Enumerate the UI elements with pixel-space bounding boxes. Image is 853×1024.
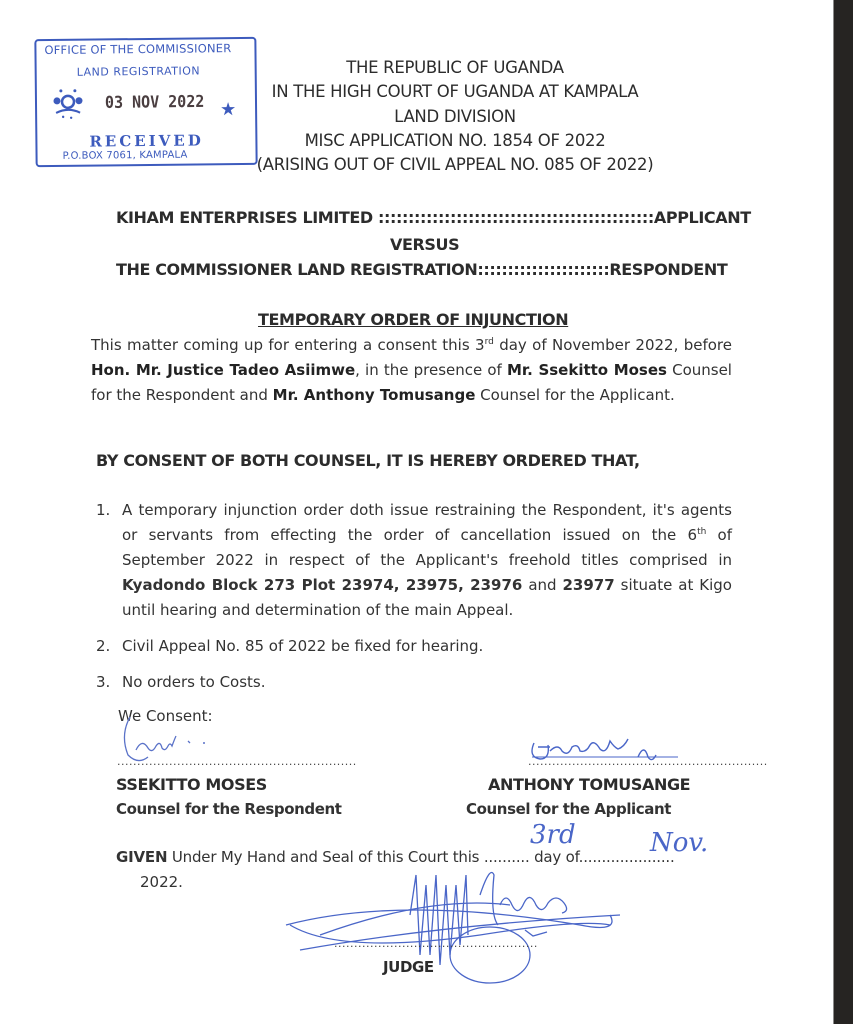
header-court: IN THE HIGH COURT OF UGANDA AT KAMPALA [271, 82, 639, 101]
respondent-counsel-name: Mr. Ssekitto Moses [506, 361, 667, 379]
intro-sup: rd [484, 337, 494, 347]
order-number: 2. [96, 637, 111, 655]
order-text: of September 2022 in respect of the Applicant's freehold titles comprised in [122, 526, 733, 569]
given-text: Under My Hand and Seal of this Court this .......... day of..................... [167, 848, 675, 866]
party-versus: VERSUS [390, 235, 460, 254]
intro-text: , in the presence of [355, 361, 507, 379]
order-text: and [522, 576, 563, 594]
applicant-counsel-role: Counsel for the Applicant [466, 800, 672, 818]
order-number: 3. [96, 673, 111, 691]
judge-signature-line: ................................................... [334, 937, 538, 950]
given-bold: GIVEN [116, 848, 168, 866]
given-year: 2022. [140, 873, 183, 891]
received-stamp [34, 37, 257, 167]
order-item [96, 498, 732, 623]
intro-text: This matter coming up for entering a consent this 3 [91, 336, 485, 354]
order-text: No orders to Costs. [122, 673, 266, 691]
respondent-counsel-signatory: SSEKITTO MOSES [116, 775, 267, 794]
order-item [96, 670, 732, 695]
consent-label: We Consent: [118, 707, 213, 725]
judge-name: Hon. Mr. Justice Tadeo Asiimwe [91, 361, 356, 379]
header-application-no: MISC APPLICATION NO. 1854 OF 2022 [304, 131, 606, 150]
orders-list [96, 498, 732, 706]
order-number: 1. [96, 501, 111, 519]
handwritten-day: 3rd [530, 820, 576, 850]
order-text: Civil Appeal No. 85 of 2022 be fixed for hearing. [122, 637, 484, 655]
stamp-office: OFFICE OF THE COMMISSIONER [44, 41, 232, 58]
handwritten-month: Nov. [650, 828, 709, 858]
party-applicant: KIHAM ENTERPRISES LIMITED ::::::::::::::::::::::::::::::::::::::::::::::APPLICANT [116, 208, 751, 227]
star-icon: ★ [219, 99, 237, 121]
order-text: A temporary injunction order doth issue restraining the Respondent, it's agents or servants from effecting the order of cancellation issued on the 6 [122, 501, 732, 544]
land-plots: Kyadondo Block 273 Plot 23974, 23975, 23976 [122, 576, 523, 594]
order-text: situate at Kigo until hearing and determination of the main Appeal. [122, 576, 732, 619]
intro-paragraph [91, 333, 732, 408]
order-sup: th [697, 527, 707, 537]
judge-signature [280, 855, 640, 985]
applicant-counsel-signatory: ANTHONY TOMUSANGE [488, 775, 691, 794]
stamp-date: 03 NOV 2022 [104, 91, 205, 113]
land-plot: 23977 [562, 576, 615, 594]
party-respondent: THE COMMISSIONER LAND REGISTRATION::::::::::::::::::::::RESPONDENT [116, 260, 728, 279]
intro-text: day of November 2022, before [493, 336, 733, 354]
coat-of-arms-icon [51, 87, 85, 121]
stamp-department: LAND REGISTRATION [76, 64, 201, 79]
stamp-status: RECEIVED [89, 131, 204, 151]
scan-edge-strip [833, 0, 853, 1024]
header-arising-from: (ARISING OUT OF CIVIL APPEAL NO. 085 OF 2022) [256, 155, 654, 174]
header-republic: THE REPUBLIC OF UGANDA [346, 58, 564, 77]
judge-label: JUDGE [383, 958, 434, 976]
respondent-counsel-role: Counsel for the Respondent [116, 800, 342, 818]
document-title: TEMPORARY ORDER OF INJUNCTION [258, 310, 569, 329]
applicant-counsel-name: Mr. Anthony Tomusange [272, 386, 476, 404]
applicant-signature-line: ............................................................ [528, 755, 768, 768]
header-division: LAND DIVISION [394, 107, 516, 126]
stamp-address: P.O.BOX 7061, KAMPALA [62, 149, 188, 162]
respondent-signature-line: ............................................................ [117, 755, 357, 768]
intro-text: Counsel for the Applicant. [475, 386, 675, 404]
intro-text: Counsel for the Respondent and [91, 361, 732, 404]
ordered-heading: BY CONSENT OF BOTH COUNSEL, IT IS HEREBY ORDERED THAT, [96, 451, 640, 470]
order-item [96, 634, 732, 659]
